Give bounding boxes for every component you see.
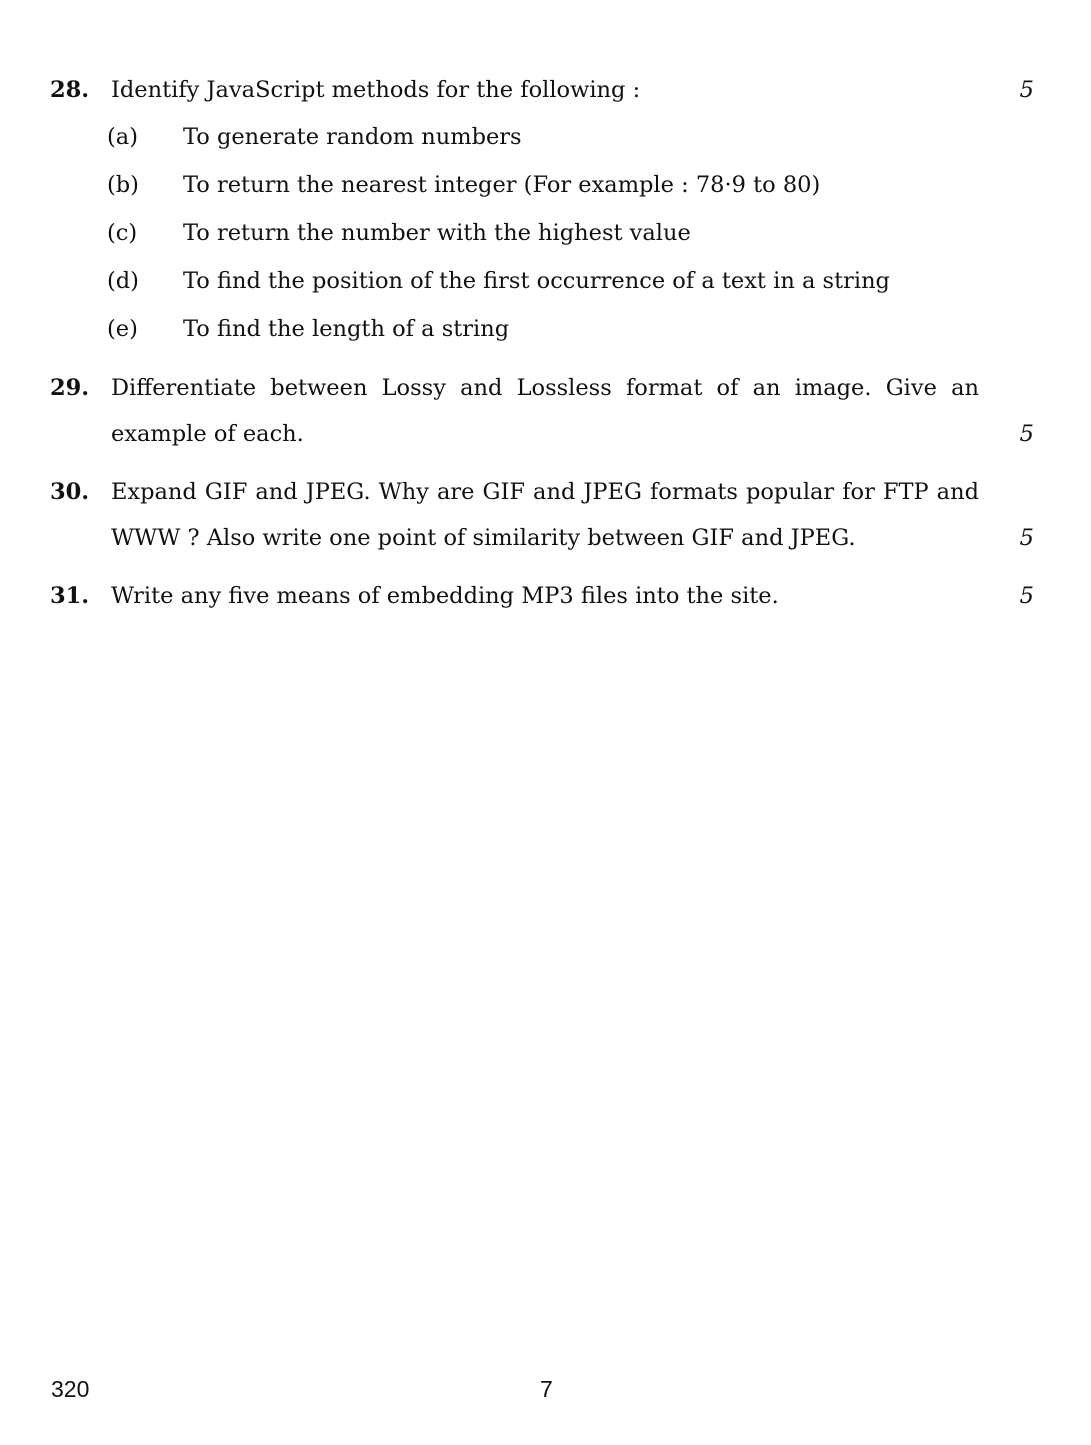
- sub-question-list: [107, 113, 1040, 353]
- sub-question-a: [107, 113, 1040, 161]
- question-31: [50, 573, 1040, 619]
- question-number: 31.: [50, 583, 90, 609]
- question-text: Write any five means of embedding MP3 files into the site.: [111, 583, 779, 609]
- sub-question-c: [107, 209, 1040, 257]
- question-marks: 5: [1019, 525, 1034, 551]
- sub-question-text: To generate random numbers: [183, 124, 522, 150]
- sub-question-label: (a): [107, 124, 138, 150]
- sub-question-e: [107, 305, 1040, 353]
- question-28: [50, 67, 1040, 353]
- question-marks: 5: [1019, 77, 1034, 103]
- question-text: Expand GIF and JPEG. Why are GIF and JPEG formats popular for FTP and WWW ? Also write one point of similarity between GIF and JPEG.: [111, 479, 979, 551]
- page-number: 7: [540, 1376, 553, 1402]
- question-text: Differentiate between Lossy and Lossless format of an image. Give an example of each.: [111, 375, 979, 447]
- question-number: 28.: [50, 77, 90, 103]
- question-number: 30.: [50, 479, 90, 505]
- sub-question-d: [107, 257, 1040, 305]
- sub-question-label: (c): [107, 220, 138, 246]
- paper-code: 320: [51, 1376, 90, 1402]
- sub-question-text: To return the number with the highest value: [183, 220, 691, 246]
- question-marks: 5: [1019, 583, 1034, 609]
- question-number: 29.: [50, 375, 90, 401]
- sub-question-text: To find the length of a string: [183, 316, 510, 342]
- question-29: [50, 365, 1040, 457]
- question-30: [50, 469, 1040, 561]
- sub-question-label: (e): [107, 316, 138, 342]
- sub-question-b: [107, 161, 1040, 209]
- sub-question-label: (d): [107, 268, 139, 294]
- question-marks: 5: [1019, 421, 1034, 447]
- sub-question-text: To return the nearest integer (For example : 78·9 to 80): [183, 172, 821, 198]
- sub-question-text: To find the position of the first occurrence of a text in a string: [183, 268, 890, 294]
- question-text: Identify JavaScript methods for the following :: [111, 77, 641, 103]
- sub-question-label: (b): [107, 172, 139, 198]
